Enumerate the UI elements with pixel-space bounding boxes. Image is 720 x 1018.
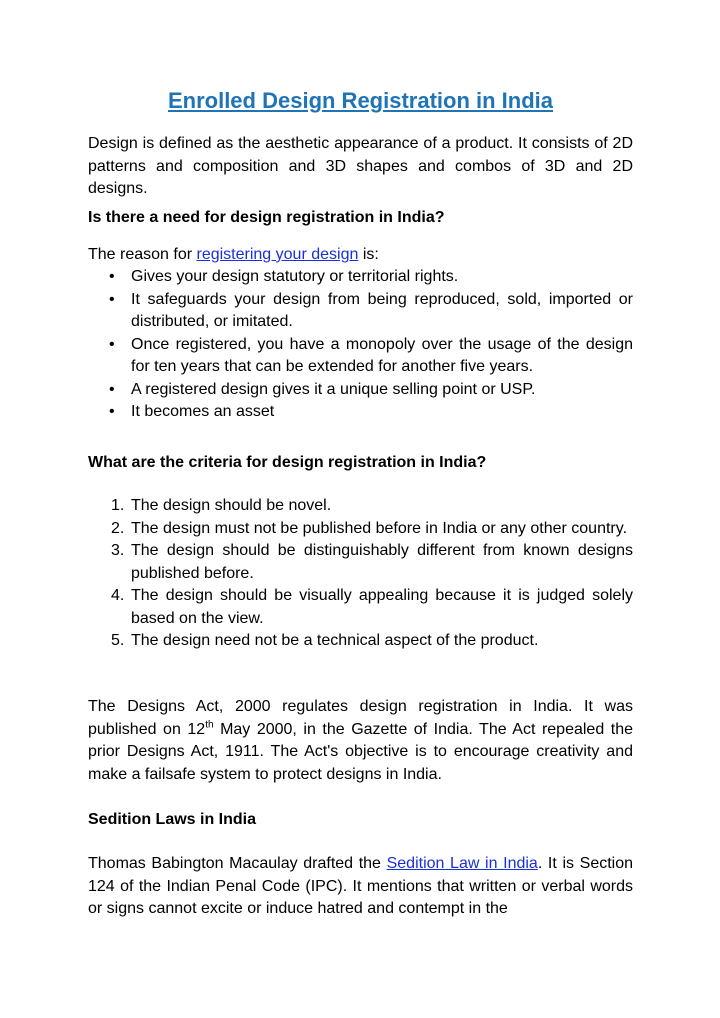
sedition-text-start: Thomas Babington Macaulay drafted the <box>88 855 387 872</box>
bullet-icon: • <box>109 380 115 398</box>
list-item <box>88 585 633 630</box>
ordinal-suffix: th <box>205 719 214 731</box>
reason-lead-text: The reason for <box>88 246 197 263</box>
act-text-start: The Designs Act, 2000 regulates design registration in India. It was published on 12 <box>88 698 633 738</box>
list-item <box>88 630 633 653</box>
list-item <box>88 334 633 379</box>
sedition-text-end: . It is Section 124 of the Indian Penal Code (IPC). It mentions that written or verbal words or signs cannot excite or induce hatred and contempt in the <box>88 855 634 917</box>
list-item-text: A registered design gives it a unique selling point or USP. <box>131 380 536 398</box>
list-item <box>88 518 633 541</box>
list-number: 2. <box>111 519 125 537</box>
bullet-icon: • <box>109 335 115 353</box>
section-heading-criteria: What are the criteria for design registration in India? <box>88 454 487 471</box>
bullet-icon: • <box>109 268 115 285</box>
page-title: Enrolled Design Registration in India <box>167 88 554 113</box>
list-item-text: Once registered, you have a monopoly over the usage of the design for ten years that can be extended for another five years. <box>131 335 633 375</box>
list-number: 4. <box>111 587 125 604</box>
list-item-text: The design must not be published before in India or any other country. <box>131 519 628 537</box>
list-item <box>88 540 633 585</box>
section-heading-need: Is there a need for design registration in India? <box>88 209 445 226</box>
bullet-icon: • <box>109 403 115 420</box>
sedition-paragraph <box>88 853 633 921</box>
designs-act-paragraph <box>88 696 633 786</box>
list-number: 5. <box>111 632 125 649</box>
criteria-list <box>88 495 633 653</box>
reason-lead-suffix: is: <box>358 246 379 263</box>
list-item <box>88 289 633 334</box>
sedition-law-link[interactable]: Sedition Law in India <box>386 855 538 872</box>
act-text-end: May 2000, in the Gazette of India. The Act repealed the prior Designs Act, 1911. The Act's objective is to encourage creativity and make a failsafe system to protect designs in India. <box>88 720 634 783</box>
list-item <box>88 379 633 402</box>
list-item-text: It safeguards your design from being reproduced, sold, imported or distributed, or imitated. <box>131 290 633 330</box>
list-item <box>88 401 633 424</box>
list-item-text: The design need not be a technical aspect of the product. <box>131 632 539 649</box>
list-item-text: Gives your design statutory or territorial rights. <box>131 268 459 285</box>
list-number: 3. <box>111 542 125 559</box>
section-heading-sedition: Sedition Laws in India <box>88 811 257 828</box>
list-item <box>88 266 633 289</box>
list-item-text: It becomes an asset <box>131 403 275 420</box>
list-number: 1. <box>111 497 125 514</box>
reasons-list <box>88 266 633 424</box>
bullet-icon: • <box>109 290 115 308</box>
registering-design-link[interactable]: registering your design <box>196 246 359 263</box>
list-item-text: The design should be visually appealing because it is judged solely based on the view. <box>131 587 633 627</box>
list-item-text: The design should be novel. <box>131 497 332 514</box>
reason-lead <box>88 244 633 267</box>
list-item-text: The design should be distinguishably different from known designs published before. <box>131 542 633 582</box>
list-item <box>88 495 633 518</box>
intro-paragraph: Design is defined as the aesthetic appearance of a product. It consists of 2D patterns and composition and 3D shapes and combos of 3D and 2D designs. <box>88 135 633 197</box>
